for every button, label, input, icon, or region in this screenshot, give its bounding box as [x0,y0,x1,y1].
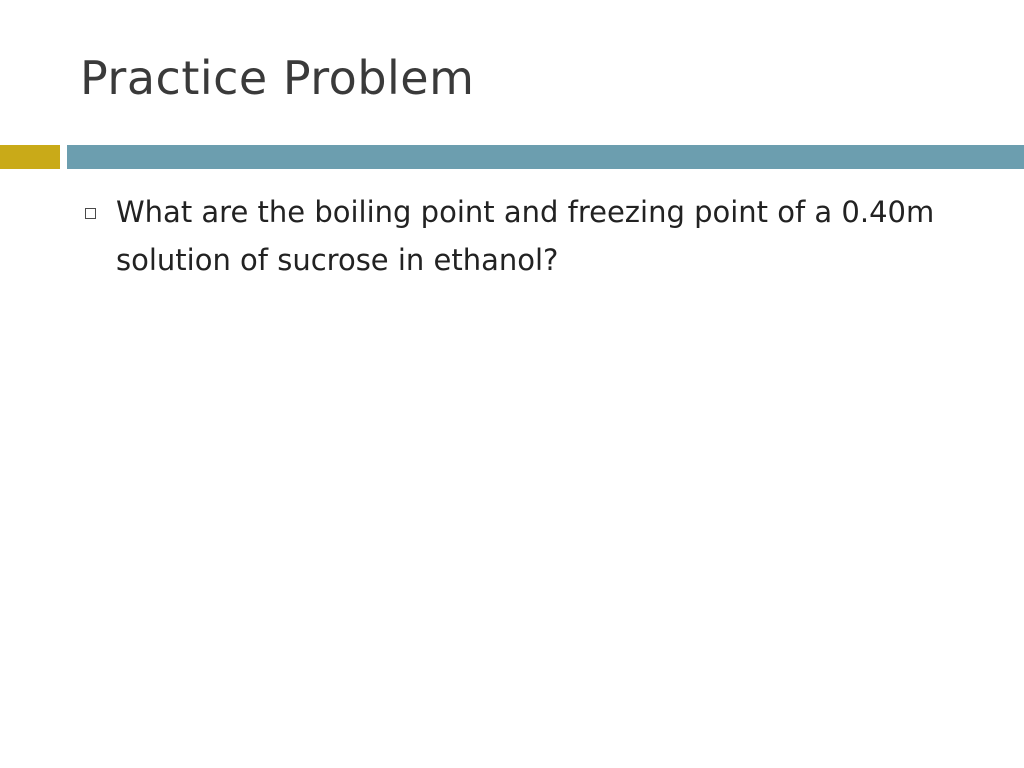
hollow-square-icon [85,208,96,219]
title-rule-bar [67,145,1024,169]
bullet-item [82,188,982,284]
slide-body [82,188,982,284]
accent-bar [0,145,60,169]
bullet-text: What are the boiling point and freezing point of a 0.40m solution of sucrose in ethanol? [116,195,935,277]
slide-title: Practice Problem [80,51,475,105]
